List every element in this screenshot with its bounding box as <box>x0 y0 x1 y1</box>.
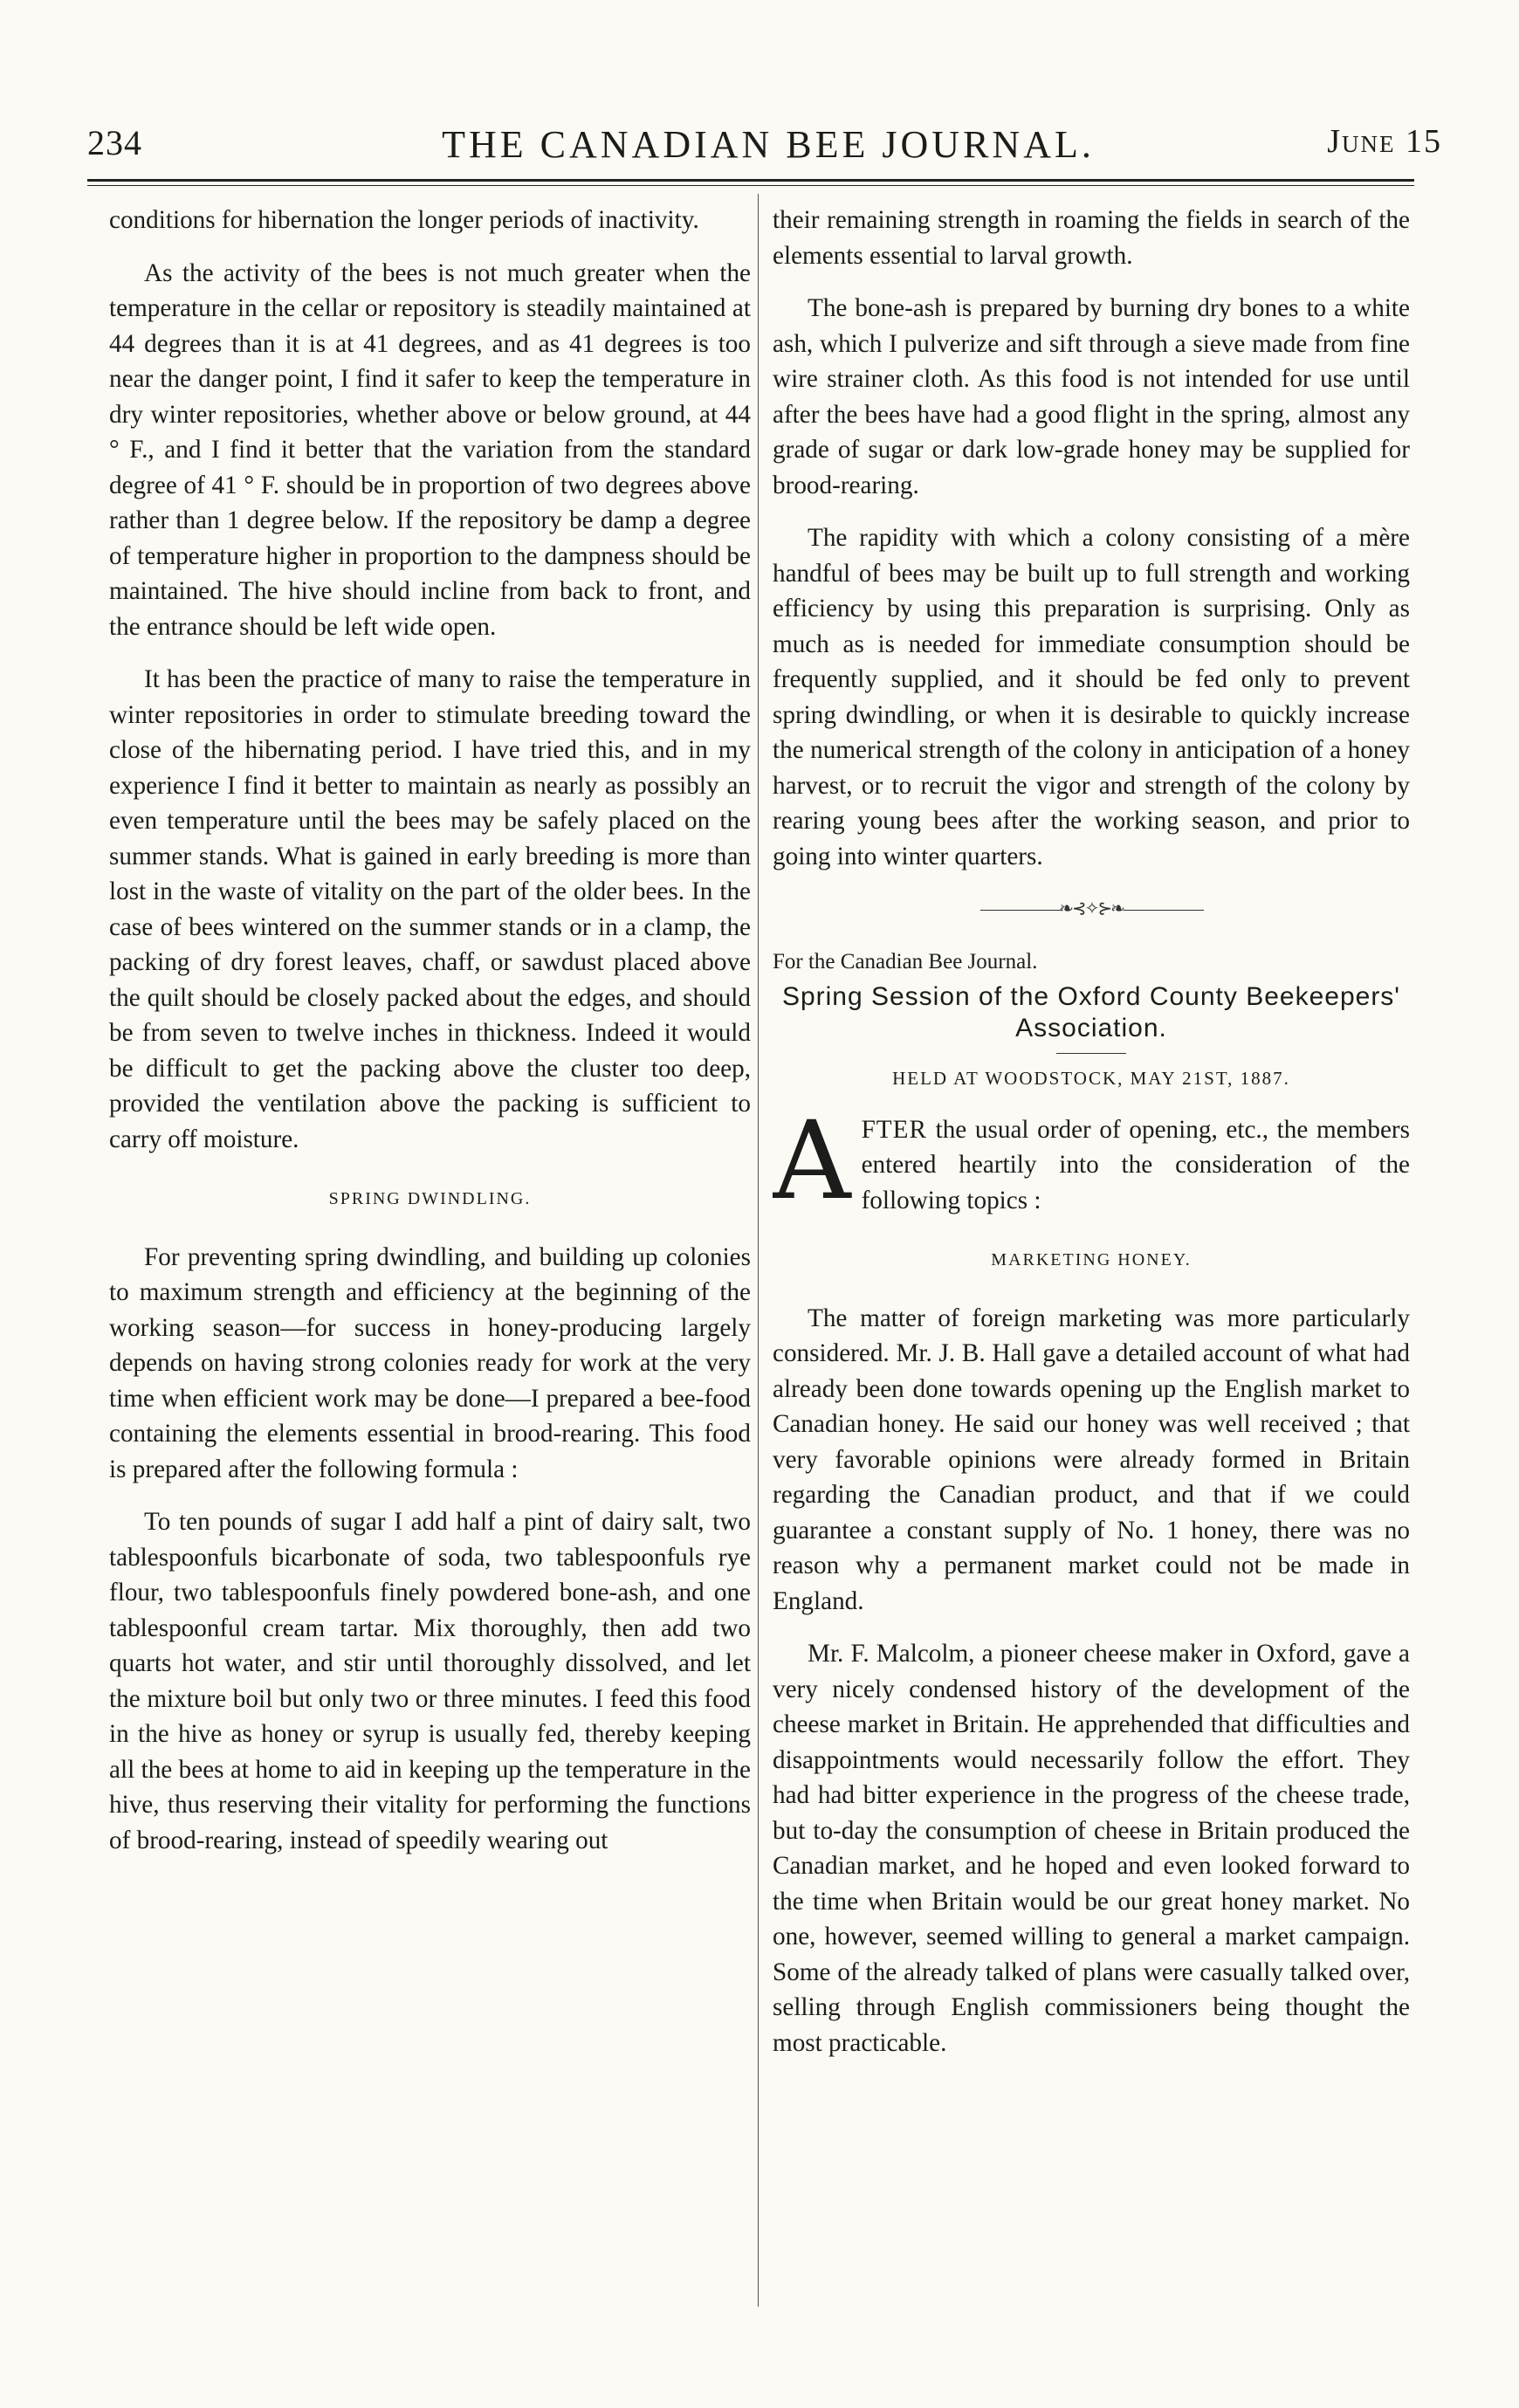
paragraph: their remaining strength in roaming the fields in search of the elements essential to larval growth. <box>773 206 1410 270</box>
section-subheading: SPRING DWINDLING. <box>328 1189 532 1208</box>
title-rule <box>1056 1053 1126 1054</box>
header-rule-thick <box>87 179 1414 182</box>
source-line: For the Canadian Bee Journal. <box>773 949 1038 974</box>
article-intro <box>773 1112 1410 1219</box>
page-header <box>87 122 1449 175</box>
left-column <box>109 203 751 1875</box>
page-number: 234 <box>87 123 142 162</box>
journal-title: THE CANADIAN BEE JOURNAL. <box>442 123 1095 166</box>
issue-date: June 15 <box>1327 123 1442 160</box>
paragraph: To ten pounds of sugar I add half a pint of dairy salt, two tablespoonfuls bicarbonate of soda, two tablespoonfuls rye flour, two tablespoonfuls finely powdered bone-ash, and one tablespoonful cream tartar. Mix thoroughly, then add two quarts hot water, and stir until thoroughly dissolved, and let the mixture boil but only two or three minutes. I feed this food in the hive as honey or syrup is usually fed, thereby keeping all the bees at home to aid in keeping up the temperature in the hive, thus reserving their vitality for performing the functions of brood-rearing, instead of speedily wearing out <box>109 1508 751 1854</box>
article-title: Spring Session of the Oxford County Beekeepers' Association. <box>781 982 1401 1042</box>
paragraph: conditions for hibernation the longer periods of inactivity. <box>109 206 699 234</box>
paragraph: The rapidity with which a colony consisting of a mère handful of bees may be built up to full strength and working efficiency by using this preparation is surprising. Only as much as is needed for immediate consumption should be frequently supplied, and it should be fed only to prevent spring dwindling, or when it is desirable to quickly increase the numerical strength of the colony in anticipation of a honey harvest, or to recruit the vigor and strength of the colony by rearing young bees after the working season, and prior to going into winter quarters. <box>773 524 1410 870</box>
right-column <box>773 203 1410 2078</box>
column-divider <box>758 194 759 2307</box>
ornament-divider: —————❧⊰✧⊱❧————— <box>980 899 1202 918</box>
held-line: HELD AT WOODSTOCK, MAY 21ST, 1887. <box>892 1068 1290 1089</box>
paragraph: As the activity of the bees is not much greater when the temperature in the cellar or repository is steadily maintained at 44 degrees than it is at 41 degrees, and as 41 degrees is too near the danger point, I find it safer to keep the temperature in dry winter repositories, whether above or below ground, at 44 ° F., and I find it better that the variation from the standard degree of 41 ° F. should be in proportion of two degrees above rather than 1 degree below. If the repository be damp a degree of temperature higher in proportion to the dampness should be maintained. The hive should incline from back to front, and the entrance should be left wide open. <box>109 258 751 641</box>
paragraph: It has been the practice of many to raise the temperature in winter repositories in order to stimulate breeding toward the close of the hibernating period. I have tried this, and in my experience I find it better to maintain as nearly as possibly an even temperature until the bees may be safely placed on the summer stands. What is gained in early breeding is more than lost in the waste of vitality on the part of the older bees. In the case of bees wintered on the summer stands or in a clamp, the packing of dry forest leaves, chaff, or sawdust placed above the quilt should be closely packed about the edges, and should be from seven to twelve inches in thickness. Indeed it would be difficult to get the packing above the cluster too deep, provided the ventilation above the packing is sufficient to carry off moisture. <box>109 665 751 1153</box>
header-rule-thin <box>87 185 1414 186</box>
paragraph: The matter of foreign marketing was more particularly considered. Mr. J. B. Hall gave a detailed account of what had already been done towards opening up the English market to Canadian honey. He said our honey was well received ; that very favorable opinions were already formed in Britain regarding the Canadian product, and that if we could guarantee a constant supply of No. 1 honey, there was no reason why a permanent market could not be made in England. <box>773 1304 1410 1615</box>
paragraph: For preventing spring dwindling, and building up colonies to maximum strength and efficiency at the beginning of the working season—for success in honey-producing largely depends on having strong colonies ready for work at the very time when efficient work may be done—I prepared a bee-food containing the elements essential in brood-rearing. This food is prepared after the following formula : <box>109 1242 751 1483</box>
section-subheading: MARKETING HONEY. <box>991 1250 1192 1269</box>
paragraph: The bone-ash is prepared by burning dry bones to a white ash, which I pulverize and sift through a sieve made from fine wire strainer cloth. As this food is not intended for use until after the bees have had a good flight in the spring, almost any grade of sugar or dark low-grade honey may be supplied for brood-rearing. <box>773 294 1410 499</box>
paragraph: Mr. F. Malcolm, a pioneer cheese maker in Oxford, gave a very nicely condensed history of the development of the cheese market in Britain. He apprehended that difficulties and disappointments would necessarily follow the effort. They had had bitter experience in the progress of the cheese trade, but to-day the consumption of cheese in Britain produced the Canadian market, and he hoped and even looked forward to the time when Britain would be our great honey market. No one, however, seemed willing to general a market campaign. Some of the already talked of plans were casually talked over, selling through English commissioners being thought the most practicable. <box>773 1640 1410 2057</box>
intro-lead: FTER <box>861 1115 927 1144</box>
drop-cap: A <box>773 1111 851 1218</box>
intro-text: the usual order of opening, etc., the members entered heartily into the consideration of the following topics : <box>861 1115 1410 1214</box>
